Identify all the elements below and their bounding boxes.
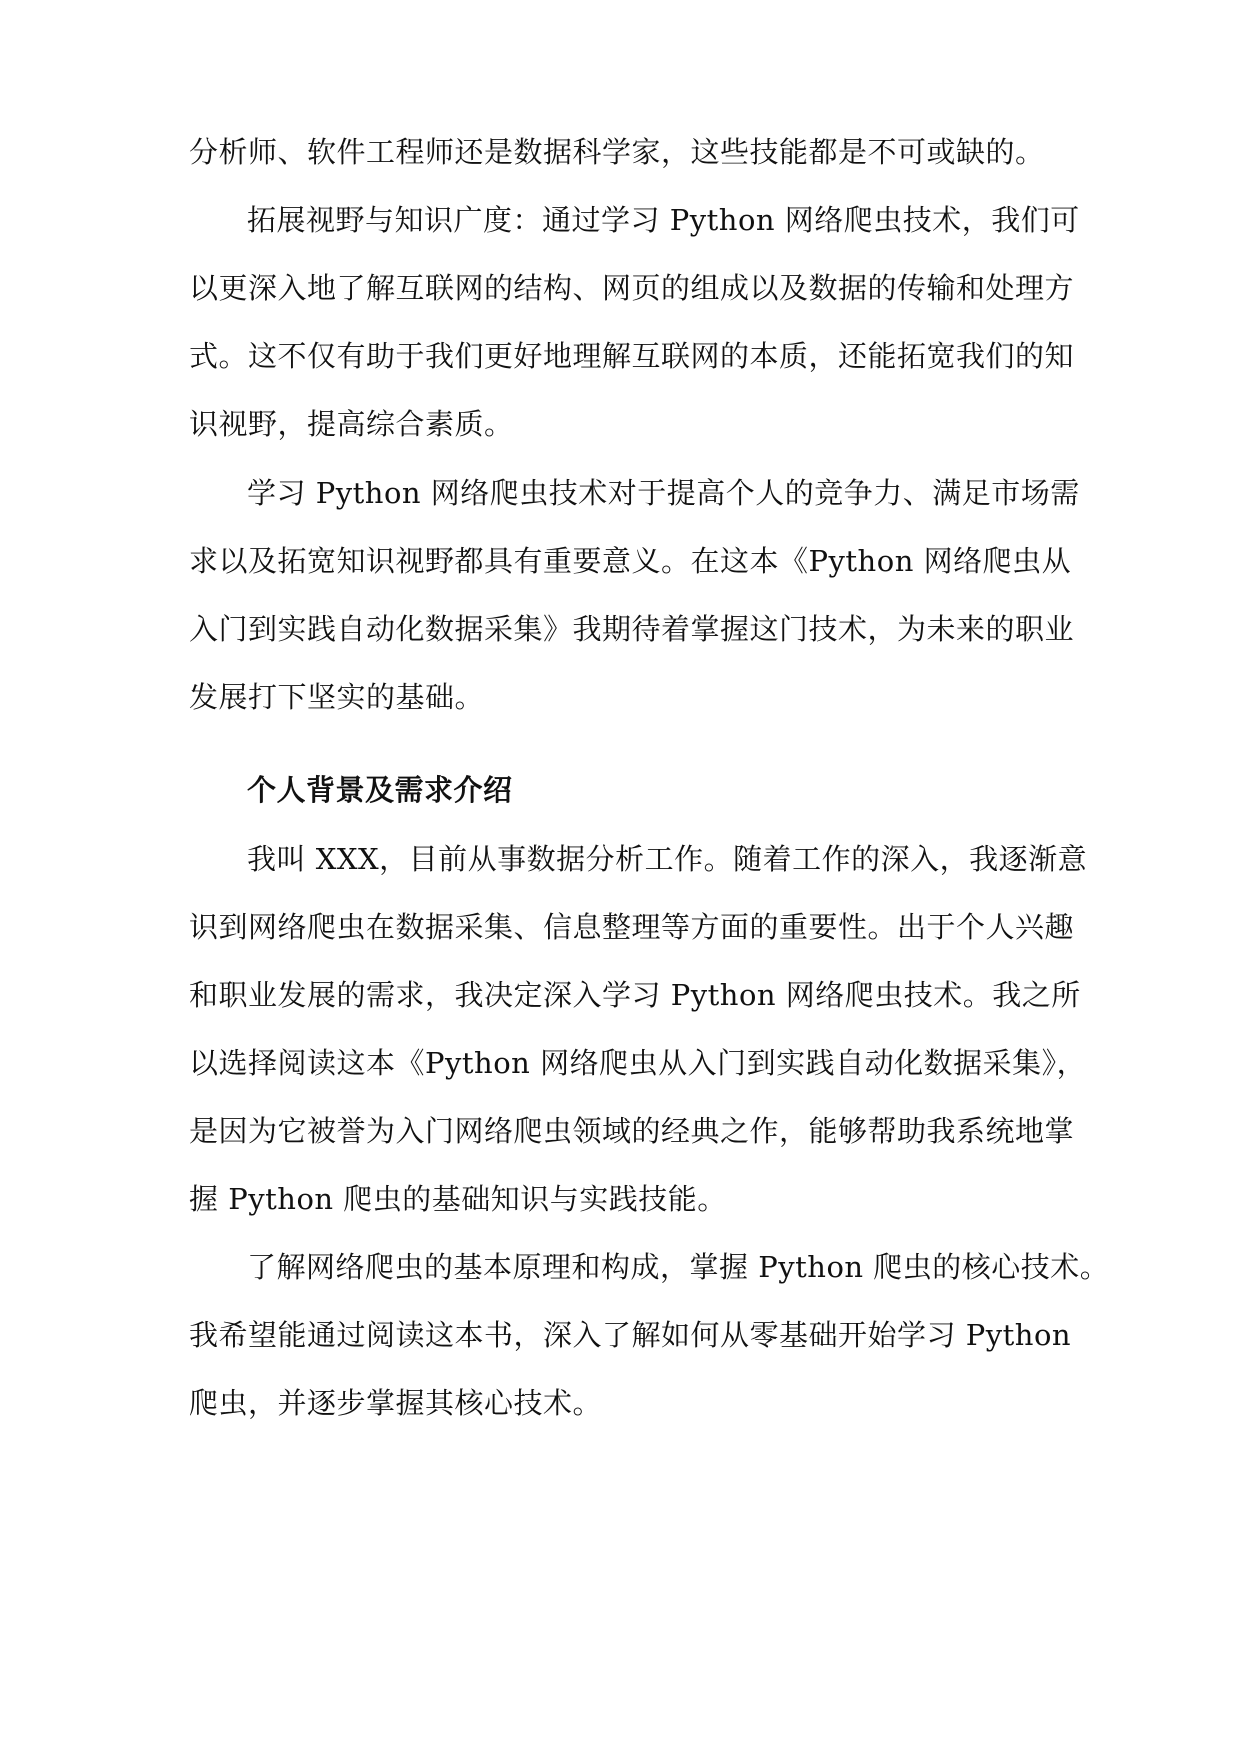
body-line: 了解网络爬虫的基本原理和构成，掌握 Python 爬虫的核心技术。 xyxy=(247,1250,1110,1284)
body-line: 入门到实践自动化数据采集》我期待着掌握这门技术，为未来的职业 xyxy=(189,612,1075,646)
body-line: 发展打下坚实的基础。 xyxy=(189,680,485,714)
body-line: 我叫 XXX，目前从事数据分析工作。随着工作的深入，我逐渐意 xyxy=(247,842,1088,876)
body-line: 识视野，提高综合素质。 xyxy=(189,407,514,441)
body-line: 是因为它被誉为入门网络爬虫领域的经典之作，能够帮助我系统地掌 xyxy=(189,1114,1075,1148)
body-line: 分析师、软件工程师还是数据科学家，这些技能都是不可或缺的。 xyxy=(189,135,1045,169)
body-line: 爬虫，并逐步掌握其核心技术。 xyxy=(189,1386,603,1420)
body-line: 拓展视野与知识广度：通过学习 Python 网络爬虫技术，我们可 xyxy=(247,203,1080,237)
body-line: 以选择阅读这本《Python 网络爬虫从入门到实践自动化数据采集》， xyxy=(189,1046,1087,1080)
body-line: 求以及拓宽知识视野都具有重要意义。在这本《Python 网络爬虫从 xyxy=(189,544,1072,578)
body-line: 式。这不仅有助于我们更好地理解互联网的本质，还能拓宽我们的知 xyxy=(189,339,1075,373)
body-line: 我希望能通过阅读这本书，深入了解如何从零基础开始学习 Python xyxy=(189,1318,1072,1352)
body-line: 识到网络爬虫在数据采集、信息整理等方面的重要性。出于个人兴趣 xyxy=(189,910,1075,944)
body-line: 和职业发展的需求，我决定深入学习 Python 网络爬虫技术。我之所 xyxy=(189,978,1081,1012)
body-line: 握 Python 爬虫的基础知识与实践技能。 xyxy=(189,1182,727,1216)
section-heading: 个人背景及需求介绍 xyxy=(247,773,513,807)
body-line: 学习 Python 网络爬虫技术对于提高个人的竞争力、满足市场需 xyxy=(247,476,1080,510)
body-line: 以更深入地了解互联网的结构、网页的组成以及数据的传输和处理方 xyxy=(189,271,1075,305)
